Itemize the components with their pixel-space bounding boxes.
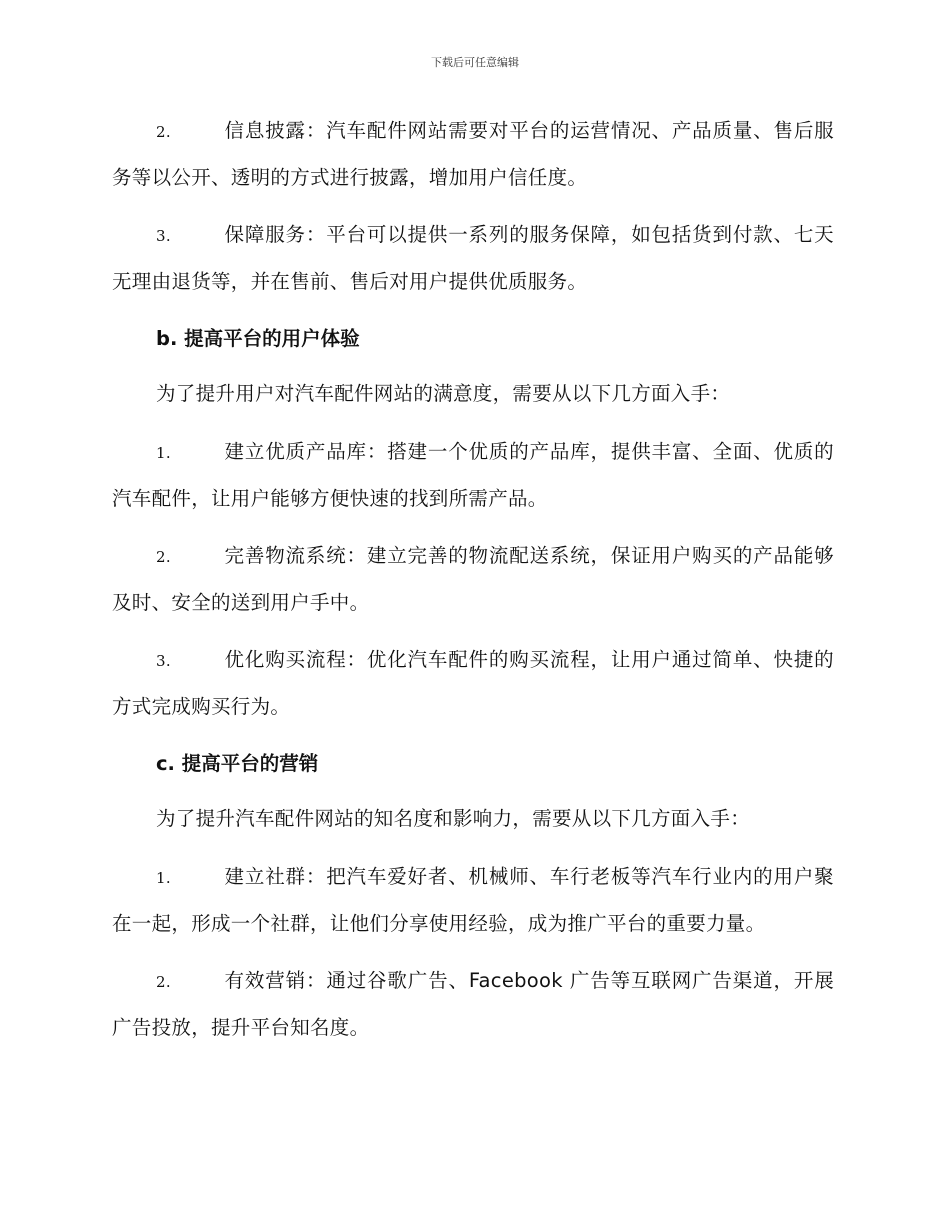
list-item [112,533,834,626]
list-item-text: 优化购买流程：优化汽车配件的购买流程，让用户通过简单、快捷的方式完成购买行为。 [112,648,834,718]
section-heading-b: b. 提高平台的用户体验 [156,327,360,350]
list-item-text: 有效营销：通过谷歌广告、Facebook 广告等互联网广告渠道，开展广告投放，提升平台知名度。 [112,969,834,1039]
list-number: 2. [156,548,171,566]
list-number: 3. [156,227,171,245]
section-intro-b: 为了提升用户对汽车配件网站的满意度，需要从以下几方面入手： [156,382,731,405]
list-item [112,429,834,522]
list-number: 1. [156,869,171,887]
list-item [112,108,834,201]
list-number: 3. [156,652,171,670]
page-header: 下载后可任意编辑 [431,56,519,69]
list-item [112,854,834,947]
list-item-text: 完善物流系统：建立完善的物流配送系统，保证用户购买的产品能够及时、安全的送到用户手中。 [112,544,834,614]
list-item [112,637,834,730]
list-item [112,958,834,1051]
list-item-text: 建立优质产品库：搭建一个优质的产品库，提供丰富、全面、优质的汽车配件，让用户能够方便快速的找到所需产品。 [112,440,834,510]
document-body [112,108,834,1062]
list-number: 1. [156,444,171,462]
section-intro-c: 为了提升汽车配件网站的知名度和影响力，需要从以下几方面入手： [156,807,751,830]
list-number: 2. [156,123,171,141]
list-item-text: 信息披露：汽车配件网站需要对平台的运营情况、产品质量、售后服务等以公开、透明的方式进行披露，增加用户信任度。 [112,119,834,189]
list-item-text: 建立社群：把汽车爱好者、机械师、车行老板等汽车行业内的用户聚在一起，形成一个社群，让他们分享使用经验，成为推广平台的重要力量。 [112,865,834,935]
list-item-text: 保障服务：平台可以提供一系列的服务保障，如包括货到付款、七天无理由退货等，并在售前、售后对用户提供优质服务。 [112,223,834,293]
section-heading-c: c. 提高平台的营销 [156,752,319,775]
list-item [112,212,834,305]
list-number: 2. [156,973,171,991]
